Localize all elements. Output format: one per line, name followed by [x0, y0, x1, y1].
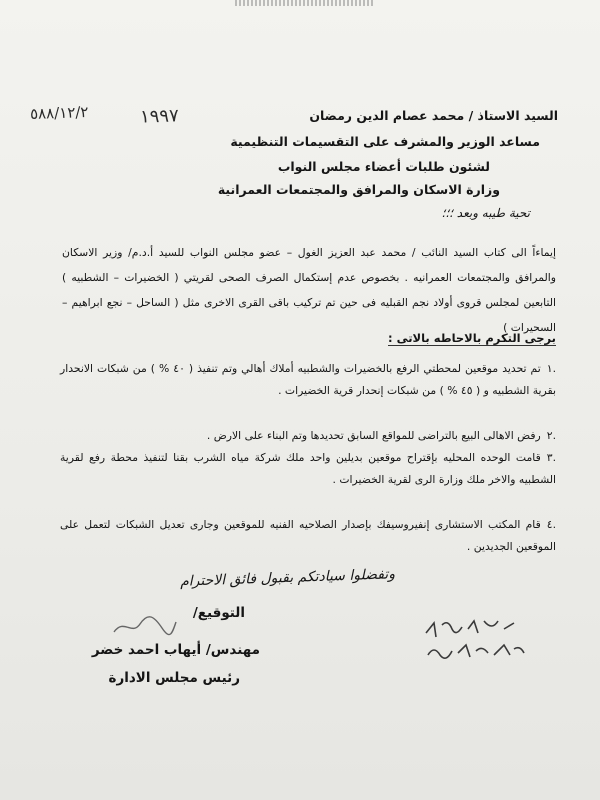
- handwritten-year: ١٩٩٧: [139, 105, 180, 128]
- request-heading: برجى التكرم بالاحاطه بالاتى :: [388, 331, 556, 345]
- list-item: .٤قام المكتب الاستشارى إنفيروسيفك بإصدار الصلاحيه الفنيه للموقعين وجارى تعديل الشبكات لتعمل على الموقعين الجديدين .: [60, 518, 556, 553]
- signatory-name: مهندس/ أيهاب احمد خضر: [91, 642, 260, 658]
- body-paragraph: إيماءاً الى كتاب السيد النائب / محمد عبد العزيز الغول – عضو مجلس النواب للسيد أ.د.م/ وزير الاسكان والمرافق والمجتمعات العمرانيه . بخصوص عدم إستكمال الصرف الصحى لقريتي ( الخضيرات – الشطبيه ) التابعين لمجلس قروى أولاد نجم القبليه فى حين تم تركيب باقى القرى الاخرى مثل ( الساحل – نجع ابراهيم – السحيرات ): [62, 246, 556, 334]
- recipient-name: السيد الاستاذ / محمد عصام الدين رمضان: [309, 108, 558, 123]
- recipient-title: مساعد الوزير والمشرف على التقسيمات التنظيمية: [230, 134, 540, 149]
- recipient-department: لشئون طلبات أعضاء مجلس النواب: [277, 159, 490, 174]
- handwritten-signature: [110, 612, 180, 642]
- scan-edge-mark: [235, 0, 375, 6]
- list-item: .١تم تحديد موقعين لمحطتي الرفع بالخضيرات والشطبيه أملاك أهالي وتم تنفيذ ( ٤٠ % ) من شبكات الانحدار بقرية الشطبيه و ( ٤٥ % ) من شبكات إنحدار قرية الخضيرات .: [60, 362, 556, 397]
- recipient-ministry: وزارة الاسكان والمرافق والمجتمعات العمرانية: [217, 182, 500, 197]
- list-item: .٢رفض الاهالى البيع بالتراضى للمواقع السابق تحديدها وتم البناء على الارض .: [206, 429, 556, 442]
- signature-label: التوقيع/: [192, 605, 245, 621]
- closing-phrase: وتفضلوا سيادتكم بقبول فائق الاحترام: [179, 566, 396, 590]
- signatory-title: رئيس مجلس الادارة: [108, 670, 240, 686]
- handwritten-date-stamp: [420, 615, 530, 675]
- list-item: .٣قامت الوحده المحليه بإقتراح موقعين بديلين واحد ملك شركة مياه الشرب بقنا لتنفيذ محطة رفع لقرية الشطبيه والاخر ملك وزارة الرى لقرية الخضيرات .: [60, 451, 556, 486]
- greeting: تحية طيبه وبعد ؛؛؛: [441, 206, 530, 220]
- handwritten-reference: ٥٨٨/١٢/٢: [29, 102, 89, 124]
